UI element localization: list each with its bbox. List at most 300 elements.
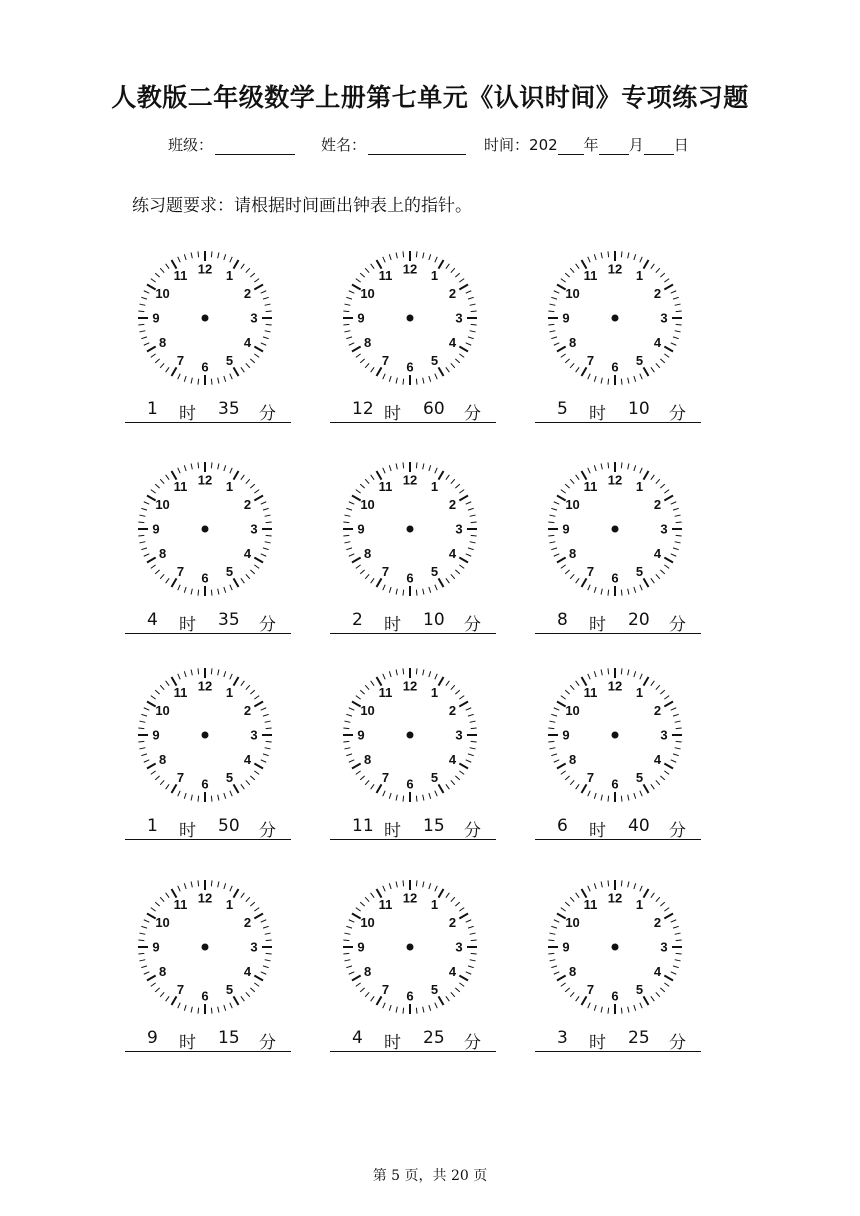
minute-tick (250, 690, 254, 694)
clock-numeral: 10 (155, 703, 170, 718)
minute-tick (178, 674, 180, 679)
minute-tick (389, 1005, 391, 1011)
minute-tick (675, 515, 681, 516)
minute-tick (565, 902, 569, 906)
minute-tick (664, 279, 669, 283)
minute-tick (389, 883, 391, 889)
minute-tick (676, 535, 682, 536)
minute-tick (263, 754, 269, 756)
clock-numeral: 4 (448, 335, 457, 350)
minute-tick (198, 880, 199, 886)
minute-tick (360, 484, 364, 488)
clock-numeral: 7 (176, 981, 185, 997)
clock-numeral: 3 (250, 939, 258, 955)
minute-tick (570, 363, 574, 367)
minute-tick (211, 796, 212, 802)
minute-tick (576, 893, 580, 898)
hour-tick (644, 677, 649, 686)
minute-tick (554, 554, 559, 556)
clock-numeral: 1 (225, 479, 234, 495)
minute-tick (429, 587, 431, 593)
name-label: 姓名： (321, 136, 367, 154)
minute-tick (628, 795, 629, 801)
minute-tick (396, 252, 397, 258)
minute-tick (640, 1003, 642, 1008)
caption-minute-unit: 分 (669, 1033, 686, 1053)
minute-tick (671, 708, 676, 710)
minute-tick (621, 462, 622, 468)
minute-tick (561, 771, 566, 775)
minute-tick (265, 933, 271, 934)
clock-exercise (125, 667, 305, 857)
minute-tick (371, 475, 375, 480)
minute-tick (144, 708, 149, 710)
minute-tick (634, 376, 636, 382)
minute-tick (429, 671, 431, 677)
page-footer: 第 5 页，共 20 页 (372, 1168, 488, 1184)
clock-numeral: 3 (455, 310, 463, 326)
minute-tick (261, 972, 266, 974)
minute-tick (383, 791, 385, 796)
clock-numeral: 6 (201, 570, 209, 586)
minute-tick (383, 674, 385, 679)
minute-tick (141, 297, 147, 299)
time-caption (330, 603, 496, 634)
clock-face[interactable] (547, 461, 683, 597)
clock-numeral: 11 (173, 268, 188, 284)
minute-tick (660, 776, 664, 780)
caption-minute-value: 40 (628, 816, 650, 836)
minute-tick (263, 926, 269, 928)
minute-tick (371, 681, 375, 686)
clock-face[interactable] (547, 879, 683, 1015)
minute-tick (451, 479, 455, 483)
clock-numeral: 10 (360, 286, 375, 301)
minute-tick (191, 881, 192, 887)
clock-numeral: 11 (173, 479, 188, 495)
minute-tick (141, 714, 147, 716)
caption-hour-value: 3 (557, 1028, 568, 1048)
minute-tick (576, 996, 580, 1001)
minute-tick (551, 548, 557, 550)
minute-tick (656, 992, 660, 996)
clock-numeral: 8 (568, 752, 577, 767)
minute-tick (471, 728, 477, 729)
clock-numeral: 12 (607, 890, 623, 906)
clock-numeral: 1 (635, 268, 644, 284)
minute-tick (594, 465, 596, 471)
minute-tick (466, 343, 471, 345)
minute-tick (565, 988, 569, 992)
hour-tick (352, 764, 361, 769)
hour-tick (254, 347, 263, 352)
minute-tick (198, 379, 199, 385)
clock-numeral: 8 (568, 546, 577, 561)
minute-tick (470, 748, 476, 749)
minute-tick (160, 685, 164, 689)
clock-numeral: 2 (653, 703, 662, 718)
minute-tick (191, 795, 192, 801)
minute-tick (403, 251, 404, 257)
minute-tick (141, 337, 147, 339)
minute-tick (160, 897, 164, 901)
clock-numeral: 3 (660, 310, 668, 326)
hour-tick (254, 914, 263, 919)
minute-tick (360, 273, 364, 277)
minute-tick (261, 343, 266, 345)
clock-numeral: 1 (635, 479, 644, 495)
minute-tick (435, 886, 437, 891)
caption-hour-value: 1 (147, 816, 158, 836)
minute-tick (191, 589, 192, 595)
clock-numeral: 9 (152, 310, 160, 326)
minute-tick (365, 363, 369, 367)
minute-tick (570, 574, 574, 578)
minute-tick (423, 1007, 424, 1013)
clock-center-dot (612, 732, 619, 739)
minute-tick (651, 996, 655, 1001)
clock-face[interactable] (342, 461, 478, 597)
caption-hour-value: 4 (352, 1028, 363, 1048)
clock-face[interactable] (137, 667, 273, 803)
minute-tick (470, 304, 476, 305)
minute-tick (261, 760, 266, 762)
minute-tick (344, 515, 350, 516)
minute-tick (184, 883, 186, 889)
minute-tick (346, 754, 352, 756)
year-label: 年 (583, 136, 599, 154)
clock-numeral: 5 (635, 769, 644, 785)
month-blank[interactable] (599, 138, 629, 155)
minute-tick (160, 363, 164, 367)
minute-tick (451, 780, 455, 784)
minute-tick (365, 897, 369, 901)
minute-tick (230, 886, 232, 891)
clock-numeral: 8 (158, 546, 167, 561)
minute-tick (455, 359, 459, 363)
minute-tick (371, 367, 375, 372)
minute-tick (621, 1008, 622, 1014)
minute-tick (144, 920, 149, 922)
hour-tick (439, 260, 444, 269)
minute-tick (254, 279, 259, 283)
clock-face[interactable] (547, 667, 683, 803)
minute-tick (634, 671, 636, 677)
minute-tick (218, 252, 219, 258)
minute-tick (594, 883, 596, 889)
minute-tick (549, 304, 555, 305)
minute-tick (349, 502, 354, 504)
clock-numeral: 10 (360, 915, 375, 930)
minute-tick (356, 696, 361, 700)
minute-tick (141, 754, 147, 756)
clock-numeral: 1 (225, 268, 234, 284)
minute-tick (671, 760, 676, 762)
minute-tick (640, 791, 642, 796)
minute-tick (471, 324, 477, 325)
caption-minute-unit: 分 (464, 404, 481, 424)
minute-tick (554, 708, 559, 710)
clock-center-dot (612, 526, 619, 533)
minute-tick (198, 590, 199, 596)
clock-face[interactable] (137, 461, 273, 597)
minute-tick (628, 378, 629, 384)
hour-tick (664, 496, 673, 501)
minute-tick (451, 268, 455, 272)
hour-tick (664, 347, 673, 352)
hour-tick (172, 996, 177, 1005)
minute-tick (588, 374, 590, 379)
clock-face[interactable] (137, 879, 273, 1015)
hour-tick (234, 260, 239, 269)
minute-tick (660, 902, 664, 906)
clock-numeral: 11 (173, 685, 188, 701)
minute-tick (178, 791, 180, 796)
minute-tick (554, 343, 559, 345)
clock-face[interactable] (342, 250, 478, 386)
minute-tick (198, 796, 199, 802)
clock-center-dot (407, 944, 414, 951)
minute-tick (664, 565, 669, 569)
caption-minute-unit: 分 (464, 1033, 481, 1053)
clock-face[interactable] (137, 250, 273, 386)
minute-tick (151, 490, 156, 494)
minute-tick (155, 359, 159, 363)
minute-tick (138, 522, 144, 523)
minute-tick (673, 714, 679, 716)
minute-tick (365, 268, 369, 272)
minute-tick (346, 548, 352, 550)
clock-numeral: 1 (430, 897, 439, 913)
clock-numeral: 7 (381, 981, 390, 997)
clock-numeral: 7 (176, 563, 185, 579)
minute-tick (211, 462, 212, 468)
minute-tick (389, 254, 391, 260)
minute-tick (673, 926, 679, 928)
hour-tick (459, 496, 468, 501)
clock-numeral: 12 (607, 678, 623, 694)
minute-tick (160, 268, 164, 272)
minute-tick (151, 983, 156, 987)
minute-tick (138, 940, 144, 941)
clock-numeral: 4 (243, 752, 252, 767)
minute-tick (470, 331, 476, 332)
minute-tick (455, 988, 459, 992)
minute-tick (261, 708, 266, 710)
clock-numeral: 2 (448, 915, 457, 930)
minute-tick (151, 354, 156, 358)
hour-tick (234, 784, 239, 793)
minute-tick (621, 379, 622, 385)
minute-tick (365, 685, 369, 689)
minute-tick (224, 376, 226, 382)
minute-tick (416, 668, 417, 674)
minute-tick (608, 379, 609, 385)
minute-tick (356, 279, 361, 283)
minute-tick (676, 324, 682, 325)
minute-tick (261, 920, 266, 922)
minute-tick (254, 490, 259, 494)
minute-tick (660, 273, 664, 277)
clock-numeral: 10 (565, 703, 580, 718)
clock-center-dot (612, 315, 619, 322)
minute-tick (551, 297, 557, 299)
instructions: 练习题要求：请根据时间画出钟表上的指针。 (132, 196, 472, 216)
minute-tick (671, 920, 676, 922)
minute-tick (263, 337, 269, 339)
minute-tick (266, 728, 272, 729)
minute-tick (554, 920, 559, 922)
minute-tick (139, 933, 145, 934)
hour-tick (644, 784, 649, 793)
minute-tick (468, 754, 474, 756)
minute-tick (139, 331, 145, 332)
hour-tick (664, 976, 673, 981)
clock-exercise (535, 667, 715, 857)
hour-tick (439, 784, 444, 793)
minute-tick (211, 590, 212, 596)
minute-tick (451, 992, 455, 996)
caption-hour-unit: 时 (179, 404, 196, 424)
clock-numeral: 3 (455, 727, 463, 743)
minute-tick (371, 893, 375, 898)
minute-tick (673, 508, 679, 510)
caption-minute-unit: 分 (259, 404, 276, 424)
minute-tick (224, 671, 226, 677)
minute-tick (151, 565, 156, 569)
clock-numeral: 1 (430, 685, 439, 701)
minute-tick (554, 972, 559, 974)
minute-tick (429, 254, 431, 260)
minute-tick (250, 484, 254, 488)
clock-numeral: 5 (635, 563, 644, 579)
minute-tick (191, 1007, 192, 1013)
hour-tick (439, 996, 444, 1005)
minute-tick (455, 273, 459, 277)
minute-tick (429, 465, 431, 471)
minute-tick (576, 475, 580, 480)
minute-tick (628, 881, 629, 887)
hour-tick (557, 558, 566, 563)
minute-tick (435, 674, 437, 679)
clock-exercise (125, 461, 305, 651)
minute-tick (151, 908, 156, 912)
clock-numeral: 1 (635, 685, 644, 701)
minute-tick (265, 331, 271, 332)
minute-tick (459, 565, 464, 569)
clock-face[interactable] (547, 250, 683, 386)
minute-tick (265, 960, 271, 961)
minute-tick (166, 893, 170, 898)
clock-numeral: 10 (565, 497, 580, 512)
hour-tick (582, 996, 587, 1005)
minute-tick (144, 502, 149, 504)
minute-tick (139, 960, 145, 961)
minute-tick (594, 254, 596, 260)
minute-tick (466, 972, 471, 974)
minute-tick (446, 367, 450, 372)
minute-tick (634, 254, 636, 260)
minute-tick (166, 264, 170, 269)
minute-tick (594, 671, 596, 677)
clock-face[interactable] (342, 879, 478, 1015)
minute-tick (451, 574, 455, 578)
minute-tick (576, 681, 580, 686)
clock-numeral: 11 (583, 897, 598, 913)
minute-tick (211, 251, 212, 257)
minute-tick (548, 311, 554, 312)
day-label: 日 (673, 136, 689, 154)
clock-numeral: 12 (607, 261, 623, 277)
class-blank[interactable] (215, 138, 295, 155)
clock-numeral: 7 (586, 563, 595, 579)
clock-numeral: 3 (660, 939, 668, 955)
clock-numeral: 10 (155, 286, 170, 301)
clock-face[interactable] (342, 667, 478, 803)
clock-numeral: 5 (225, 352, 234, 368)
clock-numeral: 4 (448, 752, 457, 767)
hour-tick (664, 558, 673, 563)
minute-tick (640, 257, 642, 262)
minute-tick (601, 378, 602, 384)
minute-tick (416, 796, 417, 802)
caption-hour-unit: 时 (179, 821, 196, 841)
minute-tick (230, 374, 232, 379)
minute-tick (594, 587, 596, 593)
caption-hour-unit: 时 (384, 821, 401, 841)
time-caption (330, 1021, 496, 1052)
clock-numeral: 4 (653, 546, 662, 561)
day-blank[interactable] (644, 138, 674, 155)
minute-tick (664, 354, 669, 358)
minute-tick (429, 793, 431, 799)
clock-numeral: 6 (201, 988, 209, 1004)
minute-tick (396, 669, 397, 675)
caption-minute-value: 35 (218, 399, 240, 419)
minute-tick (423, 881, 424, 887)
clock-numeral: 10 (565, 286, 580, 301)
minute-tick (365, 479, 369, 483)
hour-tick (664, 285, 673, 290)
minute-tick (151, 771, 156, 775)
minute-tick (184, 1005, 186, 1011)
minute-tick (673, 297, 679, 299)
minute-tick (676, 741, 682, 742)
minute-tick (389, 587, 391, 593)
clock-numeral: 3 (455, 939, 463, 955)
hour-tick (172, 367, 177, 376)
minute-tick (470, 515, 476, 516)
minute-tick (671, 972, 676, 974)
clock-numeral: 5 (430, 769, 439, 785)
clock-numeral: 9 (357, 727, 365, 743)
hour-tick (459, 914, 468, 919)
year-blank[interactable] (558, 138, 584, 155)
minute-tick (470, 721, 476, 722)
clock-numeral: 7 (381, 563, 390, 579)
hour-tick (459, 558, 468, 563)
minute-tick (254, 983, 259, 987)
time-caption (535, 392, 701, 423)
minute-tick (548, 741, 554, 742)
minute-tick (343, 311, 349, 312)
minute-tick (423, 589, 424, 595)
hour-tick (439, 367, 444, 376)
minute-tick (265, 748, 271, 749)
minute-tick (660, 988, 664, 992)
name-blank[interactable] (368, 138, 466, 155)
hour-tick (439, 578, 444, 587)
